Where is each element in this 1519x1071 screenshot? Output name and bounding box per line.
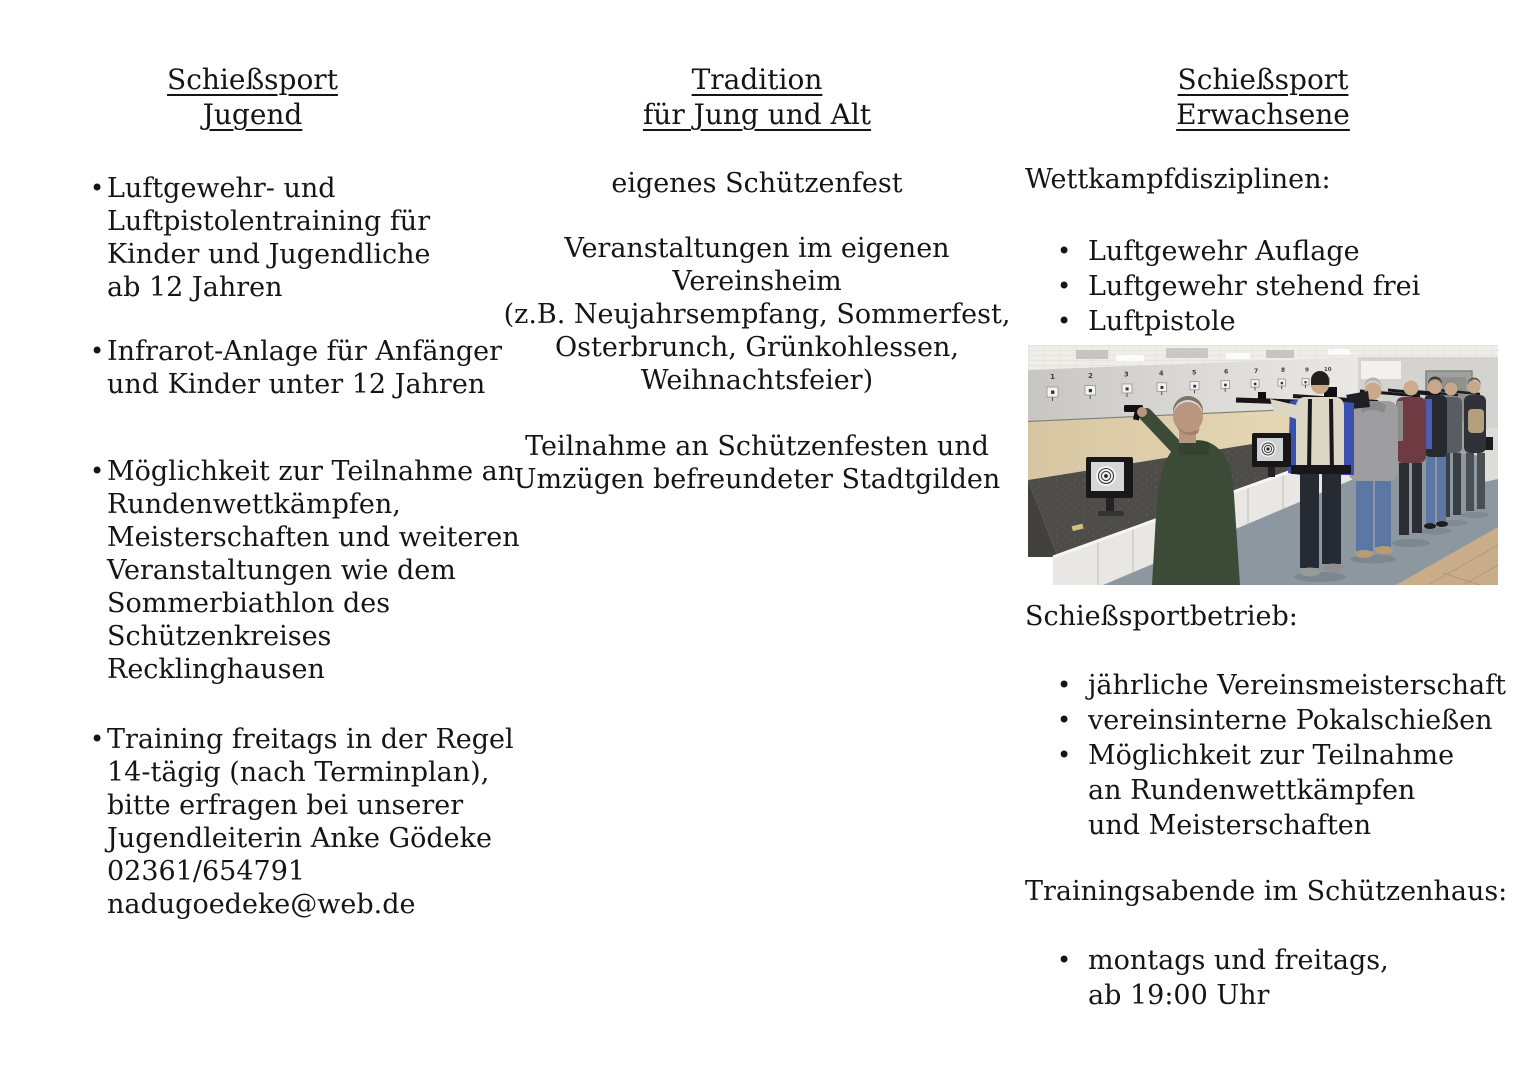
section-label: Wettkampfdisziplinen: bbox=[1025, 164, 1331, 195]
phone-number: 02361/654791 bbox=[107, 856, 306, 887]
section-label: Schießsportbetrieb: bbox=[1025, 601, 1298, 632]
heading-line: Tradition bbox=[691, 63, 823, 96]
list-item bbox=[90, 455, 520, 686]
svg-text:1: 1 bbox=[1050, 372, 1056, 381]
text-line: Teilnahme an Schützenfesten und bbox=[525, 431, 989, 462]
text-line: Möglichkeit zur Teilnahme an bbox=[107, 456, 516, 487]
text-line: Kinder und Jugendliche bbox=[107, 239, 431, 270]
list-item bbox=[90, 172, 500, 304]
heading-erwachsene bbox=[1020, 62, 1506, 132]
range-photo-svg bbox=[1028, 345, 1498, 585]
list-item-text bbox=[1088, 738, 1454, 843]
bullet-icon: • bbox=[90, 725, 105, 753]
bullet-list bbox=[1020, 234, 1506, 339]
bullet-icon: • bbox=[1057, 946, 1072, 974]
svg-text:7: 7 bbox=[1254, 367, 1259, 375]
list-item-text bbox=[107, 455, 520, 686]
svg-text:4: 4 bbox=[1159, 369, 1164, 378]
heading-line: Schießsport bbox=[1177, 63, 1349, 96]
svg-text:10: 10 bbox=[1324, 366, 1332, 373]
bullet-icon: • bbox=[90, 337, 105, 365]
bullet-icon: • bbox=[1057, 307, 1072, 335]
text-line: jährliche Vereinsmeisterschaft bbox=[1088, 670, 1506, 701]
list-item bbox=[1057, 304, 1506, 339]
heading-line: Jugend bbox=[202, 98, 303, 131]
heading-line: für Jung und Alt bbox=[642, 98, 872, 131]
text-line: und Meisterschaften bbox=[1088, 810, 1372, 841]
text-line: (z.B. Neujahrsempfang, Sommerfest, bbox=[503, 299, 1011, 330]
paragraph bbox=[502, 167, 1012, 200]
text-line: eigenes Schützenfest bbox=[611, 168, 903, 199]
bullet-icon: • bbox=[90, 457, 105, 485]
column-tradition bbox=[502, 62, 1012, 496]
paragraph bbox=[502, 430, 1012, 496]
text-line: Luftpistolentraining für bbox=[107, 206, 431, 237]
text-line: Infrarot-Anlage für Anfänger bbox=[107, 336, 503, 367]
bullet-icon: • bbox=[90, 174, 105, 202]
list-item-text bbox=[107, 335, 502, 401]
text-line: ab 12 Jahren bbox=[107, 272, 283, 303]
text-line: Schützenkreises bbox=[107, 621, 332, 652]
column-erwachsene bbox=[1020, 62, 1506, 1013]
heading-tradition bbox=[502, 62, 1012, 132]
paragraph bbox=[502, 232, 1012, 397]
text-line: Sommerbiathlon des bbox=[107, 588, 391, 619]
svg-text:6: 6 bbox=[1224, 368, 1229, 376]
bullet-icon: • bbox=[1057, 706, 1072, 734]
text-line: Luftpistole bbox=[1088, 306, 1236, 337]
bullet-list bbox=[1020, 943, 1506, 1013]
section-label: Trainingsabende im Schützenhaus: bbox=[1025, 876, 1508, 907]
text-line: Meisterschaften und weiteren bbox=[107, 522, 520, 553]
text-line: Rundenwettkämpfen, bbox=[107, 489, 401, 520]
list-item bbox=[1057, 668, 1506, 703]
list-item bbox=[90, 335, 503, 401]
text-line: Luftgewehr Auflage bbox=[1088, 236, 1360, 267]
text-line: Luftgewehr stehend frei bbox=[1088, 271, 1421, 302]
svg-text:5: 5 bbox=[1192, 368, 1197, 377]
text-line: Training freitags in der Regel bbox=[107, 724, 514, 755]
text-line: Osterbrunch, Grünkohlessen, bbox=[555, 332, 959, 363]
bullet-list bbox=[1020, 668, 1506, 843]
list-item-text bbox=[107, 723, 514, 921]
list-item bbox=[1057, 234, 1506, 269]
column-jugend bbox=[55, 62, 520, 921]
heading-jugend bbox=[55, 62, 450, 132]
list-item bbox=[1057, 738, 1506, 843]
heading-line: Erwachsene bbox=[1176, 98, 1350, 131]
bullet-icon: • bbox=[1057, 237, 1072, 265]
text-line: Möglichkeit zur Teilnahme bbox=[1088, 740, 1455, 771]
text-line: Recklinghausen bbox=[107, 654, 325, 685]
list-item bbox=[1057, 269, 1506, 304]
svg-text:3: 3 bbox=[1124, 370, 1129, 379]
text-line: und Kinder unter 12 Jahren bbox=[107, 369, 486, 400]
list-item bbox=[1057, 703, 1506, 738]
text-line: Umzügen befreundeter Stadtgilden bbox=[513, 464, 1001, 495]
text-line: vereinsinterne Pokalschießen bbox=[1088, 705, 1493, 736]
text-line: montags und freitags, bbox=[1088, 945, 1389, 976]
text-line: Veranstaltungen wie dem bbox=[107, 555, 456, 586]
text-line: Luftgewehr- und bbox=[107, 173, 336, 204]
list-item-text bbox=[107, 172, 431, 304]
svg-text:9: 9 bbox=[1305, 367, 1309, 374]
email-address: nadugoedeke@web.de bbox=[107, 889, 416, 920]
bullet-icon: • bbox=[1057, 272, 1072, 300]
text-line: Jugendleiterin Anke Gödeke bbox=[107, 823, 492, 854]
heading-line: Schießsport bbox=[167, 63, 338, 96]
text-line: Veranstaltungen im eigenen bbox=[564, 233, 950, 264]
text-line: 14-tägig (nach Terminplan), bbox=[107, 757, 490, 788]
list-item bbox=[1057, 943, 1506, 1013]
text-line: ab 19:00 Uhr bbox=[1088, 980, 1270, 1011]
text-line: Weihnachtsfeier) bbox=[640, 365, 874, 396]
bullet-icon: • bbox=[1057, 671, 1072, 699]
text-line: bitte erfragen bei unserer bbox=[107, 790, 464, 821]
list-item-text bbox=[1088, 943, 1389, 1013]
text-line: an Rundenwettkämpfen bbox=[1088, 775, 1416, 806]
text-line: Vereinsheim bbox=[672, 266, 842, 297]
range-photo bbox=[1028, 345, 1498, 585]
list-item bbox=[90, 723, 514, 921]
bullet-icon: • bbox=[1057, 741, 1072, 769]
svg-text:8: 8 bbox=[1281, 368, 1286, 374]
svg-text:2: 2 bbox=[1088, 371, 1093, 380]
